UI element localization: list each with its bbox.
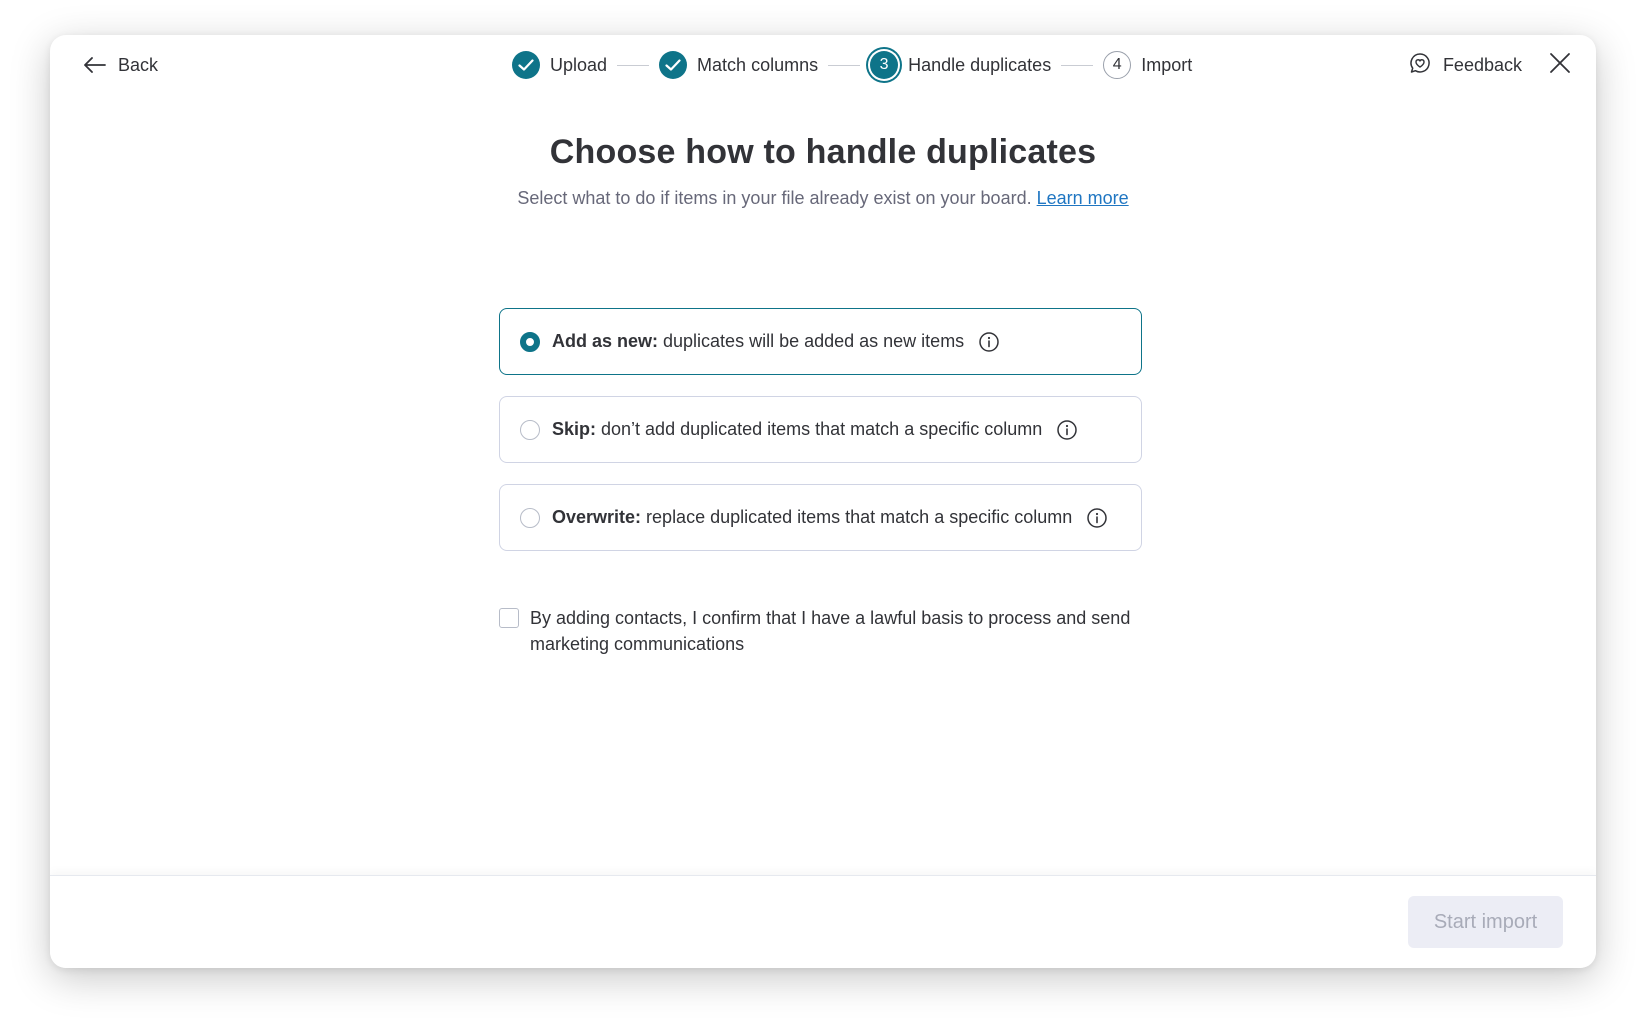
option-description: replace duplicated items that match a specific column — [646, 507, 1073, 527]
step-label: Handle duplicates — [908, 54, 1052, 75]
dialog-footer — [50, 875, 1596, 968]
option-skip[interactable] — [499, 396, 1142, 463]
close-icon — [1549, 52, 1571, 79]
step-label: Match columns — [697, 54, 819, 75]
step-handle-duplicates — [870, 51, 1051, 79]
learn-more-link[interactable]: Learn more — [1036, 188, 1129, 208]
feedback-icon — [1409, 52, 1431, 79]
check-icon — [659, 51, 687, 79]
option-description: duplicates will be added as new items — [663, 331, 965, 351]
step-number: 4 — [1103, 51, 1131, 79]
consent-text: By adding contacts, I confirm that I have a lawful basis to process and send marketing communications — [530, 608, 1131, 654]
radio-button[interactable] — [520, 332, 540, 352]
step-label: Upload — [550, 54, 608, 75]
option-label: Overwrite: — [552, 507, 642, 527]
step-number: 3 — [870, 51, 898, 79]
consent-checkbox[interactable] — [499, 608, 519, 628]
option-description: don’t add duplicated items that match a specific column — [601, 419, 1043, 439]
step-import — [1103, 51, 1192, 79]
page-title: Choose how to handle duplicates — [549, 133, 1097, 171]
back-button[interactable] — [84, 48, 158, 82]
option-label: Add as new: — [552, 331, 659, 351]
step-match-columns — [659, 51, 818, 79]
check-icon — [512, 51, 540, 79]
feedback-button[interactable] — [1409, 48, 1522, 82]
stepper — [512, 45, 1192, 85]
feedback-label: Feedback — [1442, 54, 1522, 75]
radio-button[interactable] — [520, 508, 540, 528]
step-divider — [617, 65, 649, 66]
step-divider — [828, 65, 860, 66]
step-upload — [512, 51, 607, 79]
import-dialog — [50, 35, 1596, 968]
step-label: Import — [1141, 54, 1193, 75]
start-import-button[interactable]: Start import — [1408, 896, 1563, 948]
duplicate-options — [499, 308, 1142, 572]
info-icon[interactable] — [1086, 507, 1108, 529]
info-icon[interactable] — [1056, 419, 1078, 441]
option-overwrite[interactable] — [499, 484, 1142, 551]
page-subtitle — [50, 188, 1596, 209]
step-divider — [1061, 65, 1093, 66]
close-button[interactable] — [1544, 49, 1576, 81]
info-icon[interactable] — [978, 331, 1000, 353]
subtitle-text: Select what to do if items in your file already exist on your board. — [517, 188, 1032, 208]
consent-checkbox-row — [499, 605, 1149, 657]
radio-button[interactable] — [520, 420, 540, 440]
arrow-left-icon — [84, 57, 106, 73]
option-add-as-new[interactable] — [499, 308, 1142, 375]
back-label: Back — [118, 54, 159, 75]
option-label: Skip: — [552, 419, 597, 439]
